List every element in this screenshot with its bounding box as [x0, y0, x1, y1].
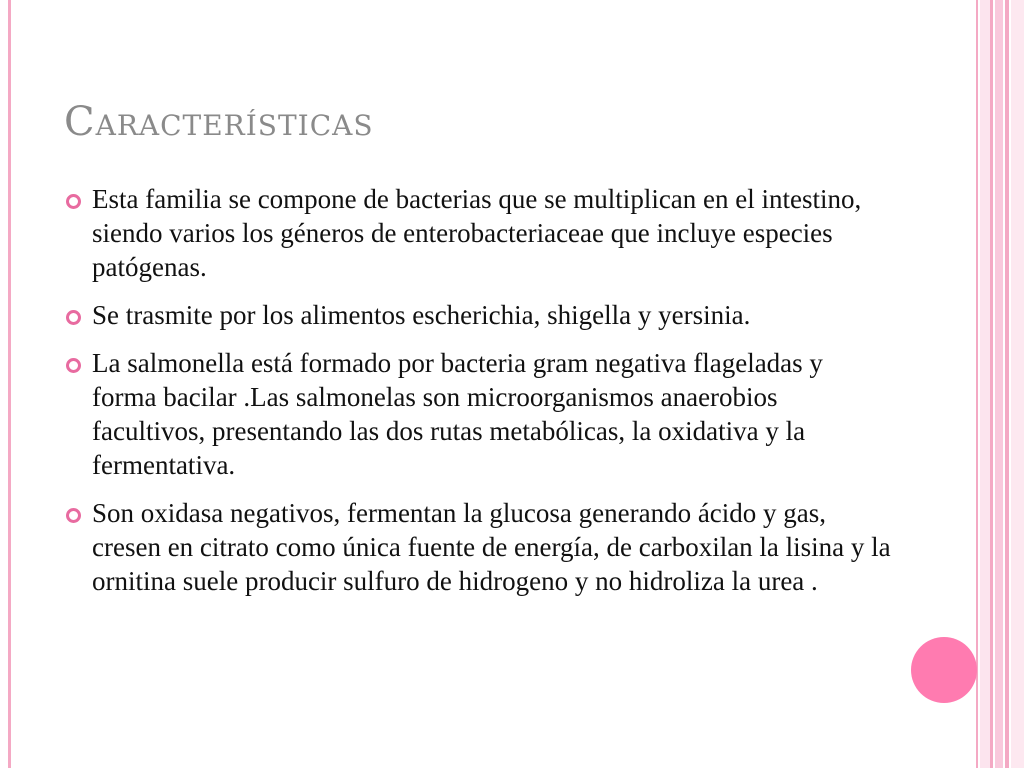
ring-bullet-icon — [64, 346, 92, 380]
stripe — [990, 0, 993, 768]
bullet-item — [64, 298, 894, 332]
stripe — [976, 0, 978, 768]
bullet-item — [64, 346, 894, 482]
stripe — [980, 0, 990, 768]
bullet-item — [64, 496, 894, 598]
bullet-text: Son oxidasa negativos, fermentan la glucosa generando ácido y gas, cresen en citrato como única fuente de energía, de carboxilan la lisina y la ornitina suele producir sulfuro de hidrogeno y no hidroliza la urea . — [92, 498, 891, 596]
stripe — [1011, 0, 1024, 768]
slide-title: Características — [64, 99, 374, 145]
right-decorative-stripes — [976, 0, 1024, 768]
ring-bullet-icon — [64, 496, 92, 530]
stripe — [1005, 0, 1009, 768]
left-border-line — [8, 0, 11, 768]
stripe — [995, 0, 1003, 768]
ring-bullet-icon — [64, 298, 92, 332]
ring-bullet-icon — [64, 182, 92, 216]
bullet-text: La salmonella está formado por bacteria gram negativa flageladas y forma bacilar .Las salmonelas son microorganismos anaerobios facultivos, presentando las dos rutas metabólicas, la oxidativa y la fermentativa. — [92, 348, 823, 480]
bullet-list — [64, 182, 894, 612]
bullet-text: Esta familia se compone de bacterias que se multiplican en el intestino, siendo varios los géneros de enterobacteriaceae que incluye especies patógenas. — [92, 184, 862, 282]
decorative-pink-circle — [911, 637, 977, 703]
bullet-item — [64, 182, 894, 284]
bullet-text: Se trasmite por los alimentos escherichia, shigella y yersinia. — [92, 300, 751, 330]
